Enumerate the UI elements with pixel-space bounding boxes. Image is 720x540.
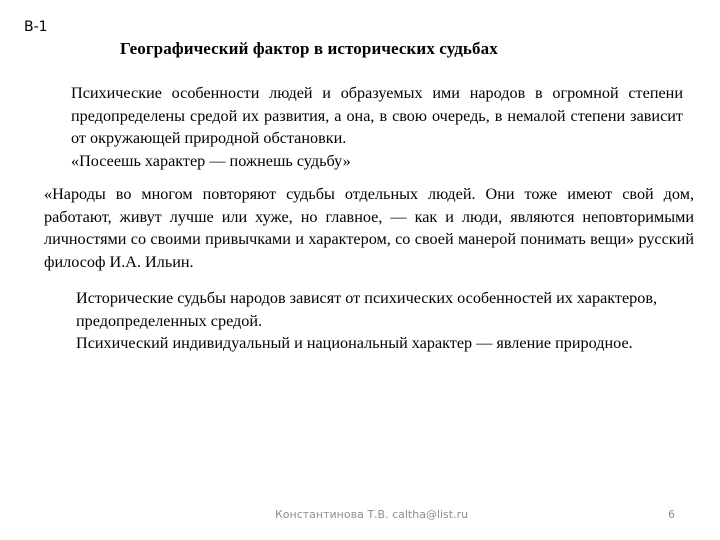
slide-label: В-1 bbox=[24, 19, 48, 35]
paragraph-text: Исторические судьбы народов зависят от психических особенностей их характеров, предопределенных средой. bbox=[76, 289, 658, 330]
proverb-quote: «Посеешь характер — пожнешь судьбу» bbox=[71, 152, 351, 171]
ilyin-quote: «Народы во многом повторяют судьбы отдельных людей. Они тоже имеют свой дом, работают, живут лучше или хуже, но главное, — как и люди, являются неповторимыми личностями со своими привычками и характером, со своей манерой понимать вещи» русский философ И.А. Ильин. bbox=[44, 185, 694, 272]
paragraph-block-2 bbox=[44, 183, 694, 274]
footer-author: Константинова Т.В. caltha@list.ru bbox=[275, 508, 469, 521]
paragraph-text: Психический индивидуальный и национальный характер — явление природное. bbox=[76, 334, 633, 353]
page-number: 6 bbox=[668, 508, 675, 521]
paragraph-text: Психические особенности людей и образуемых ими народов в огромной степени предопределены средой их развития, а она, в свою очередь, в немалой степени зависит от окружающей природной обстановки. bbox=[71, 84, 683, 148]
paragraph-block-1 bbox=[71, 82, 683, 173]
slide-title: Географический фактор в исторических судьбах bbox=[120, 39, 498, 58]
paragraph-block-3 bbox=[76, 287, 666, 355]
